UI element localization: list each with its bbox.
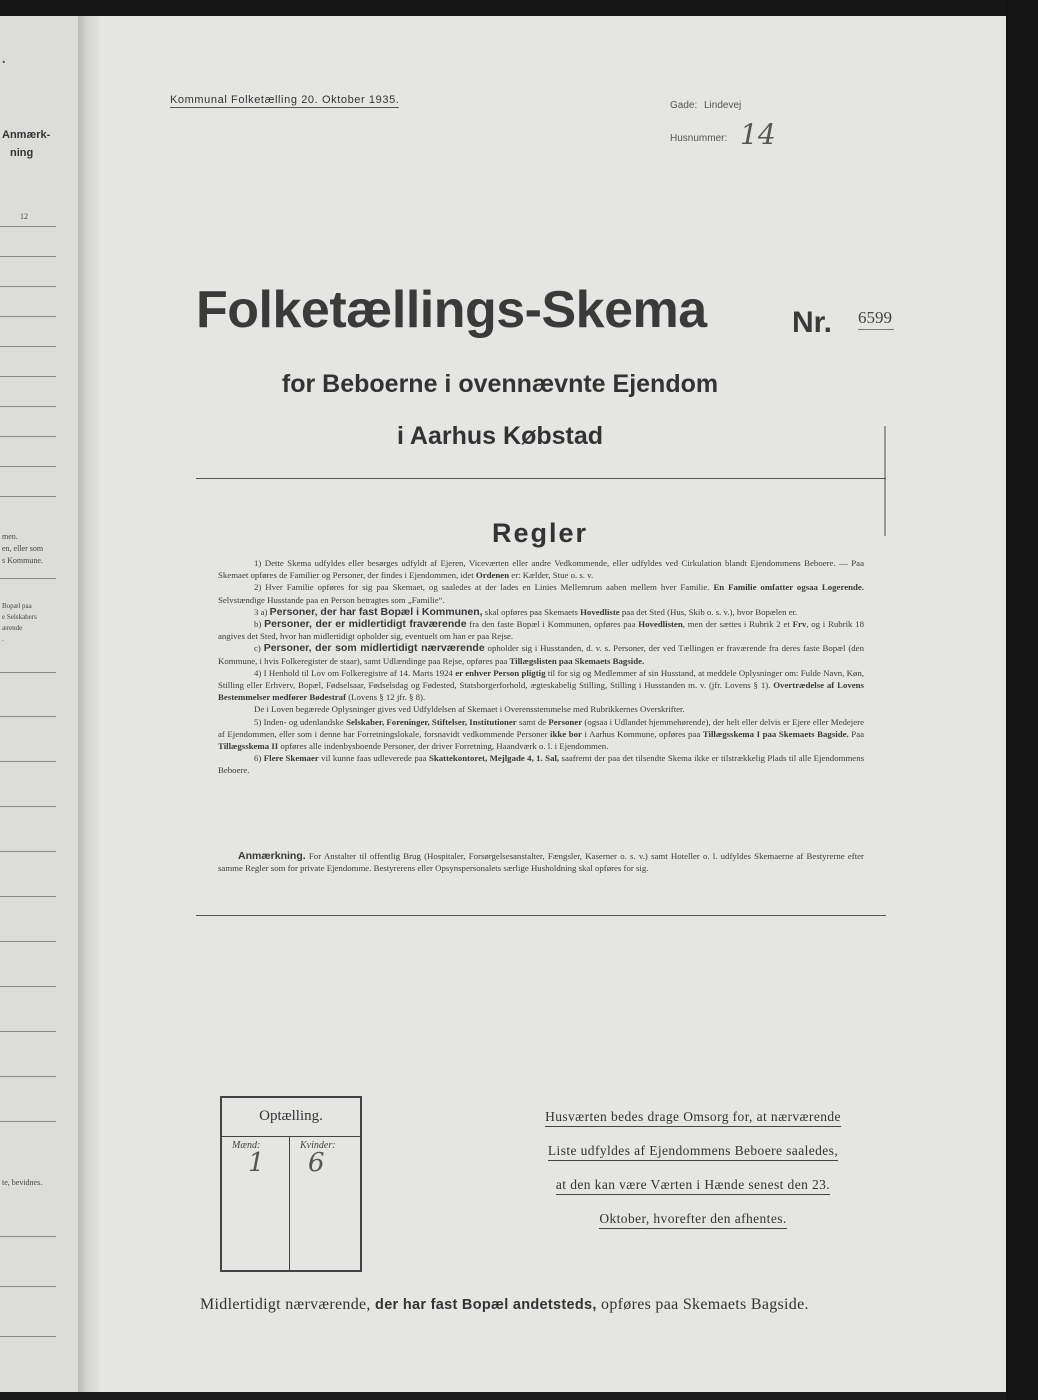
left-page-rule bbox=[0, 1236, 56, 1237]
left-page-rule bbox=[0, 806, 56, 807]
left-page-fragment-text: en, eller som bbox=[2, 544, 44, 553]
left-page-rule bbox=[0, 376, 56, 377]
divider-rule bbox=[196, 478, 886, 479]
left-page-rule bbox=[0, 986, 56, 987]
book-gutter bbox=[78, 16, 100, 1392]
left-page-fragment-text: e Selskabers bbox=[2, 613, 37, 621]
rule-3a: 3 a) Personer, der har fast Bopæl i Kommunen, skal opføres paa Skemaets Hovedliste paa det Sted (Hus, Skib o. s. v.), hvor Bopælen er. bbox=[254, 605, 798, 618]
left-page-fragment-text: men. bbox=[2, 532, 18, 541]
left-page-heading-1: Anmærk- bbox=[2, 129, 51, 141]
street-label: Gade: bbox=[670, 100, 698, 111]
notice-line: Liste udfyldes af Ejendommens Beboere saaledes, bbox=[548, 1143, 838, 1161]
left-page-rule bbox=[0, 1031, 56, 1032]
street-value: Lindevej bbox=[704, 100, 742, 111]
rule-5: 5) Inden- og udenlandske Selskaber, Foreninger, Stiftelser, Institutioner samt de Personer (ogsaa i Udlandet hjemmehørende), der helt eller delvis er Ejere eller Medejere af Ejendommen, eller som i denne har Forretningslokale, forsnavidt vedkommende Personer ikke bor i Aarhus Kommune, opføres paa Tillægsskema I paa Skemaets Bagside. Paa Tillægsskema II opføres alle indenbysboende Personer, der driver Forretning, Haandværk o. l. i Ejendommen. bbox=[218, 716, 865, 752]
house-number-value: 14 bbox=[740, 118, 776, 151]
scan-border-top bbox=[0, 0, 1038, 16]
left-page-heading-2: ning bbox=[10, 147, 34, 159]
remark-text bbox=[218, 850, 864, 874]
house-number-label: Husnummer: bbox=[670, 133, 728, 144]
rule-4: 4) I Henhold til Lov om Folkeregistre af 14. Marts 1924 er enhver Person pligtig til for sig og Medlemmer af sin Husstand, at meddele Oplysninger om: Fulde Navn, Køn, Stilling eller Erhverv, Bopæl, Fødselsaar, Fødselsdag og Fødested, Statsborgerforhold, ægteskabelig Stilling, Stilling i Husstanden m. v. (jfr. Lovens § 1). Overtrædelse af Lovens Bestemmelser medfører Bødestraf (Lovens § 12 jfr. § 8). bbox=[218, 667, 864, 703]
left-page-column-number: 12 bbox=[20, 212, 28, 221]
left-page-rule bbox=[0, 316, 56, 317]
census-form-page bbox=[100, 16, 1006, 1392]
women-count: 6 bbox=[308, 1148, 325, 1178]
left-page-rule bbox=[0, 466, 56, 467]
form-number-label: Nr. bbox=[792, 306, 833, 339]
count-divider bbox=[289, 1136, 290, 1270]
footer-note: Midlertidigt nærværende, der har fast Bopæl andetsteds, opføres paa Skemaets Bagside. bbox=[200, 1296, 809, 1313]
remark-body: For Anstalter til offentlig Brug (Hospitaler, Forsørgelsesanstalter, Fængsler, Kaserner o. s. v.) samt Hoteller o. l. udfyldes Skemaerne af Bestyrerne efter samme Regler som for private Ejendomme. Bestyrerens eller Opsynspersonalets særlige Husholdning skal opføres for sig. bbox=[218, 851, 864, 874]
women-label: Kvinder: bbox=[300, 1140, 336, 1151]
rules-text bbox=[218, 557, 864, 777]
count-divider bbox=[222, 1136, 360, 1137]
rules-heading: Regler bbox=[491, 518, 589, 548]
rule-2: 2) Hver Familie opføres for sig paa Skemaet, og saaledes at der lades en Linies Mellemrum aaben mellem hver Familie. En Familie omfatter ogsaa Logerende. Selvstændige Husstande paa en Person betragtes som „Familie“. bbox=[218, 582, 864, 605]
rule-3c: c) Personer, der som midlertidigt nærværende opholder sig i Husstanden, d. v. s. Personer, der ved Tællingen er fraværende fra deres faste Bopæl (den Kommune, i hvis Folkeregister de staar), samt Udlændinge paa Rejse, opføres paa Tillægslisten paa Skemaets Bagside. bbox=[218, 642, 864, 666]
left-page-rule bbox=[0, 896, 56, 897]
left-page-rule bbox=[0, 256, 56, 257]
notice-line: at den kan være Værten i Hænde senest den 23. bbox=[556, 1177, 830, 1195]
rule-3b: b) Personer, der er midlertidigt fraværende fra den faste Bopæl i Kommunen, opføres paa Hovedlisten, men der sættes i Rubrik 2 et Frv, og i Rubrik 18 angives det Sted, hvor han midlertidigt opholder sig, eventuelt om han er paa Rejse. bbox=[218, 618, 865, 642]
count-box bbox=[220, 1096, 362, 1272]
left-page-fragment-text: s Kommune. bbox=[2, 556, 43, 565]
men-count: 1 bbox=[248, 1148, 265, 1178]
count-title: Optælling. bbox=[259, 1108, 323, 1124]
rule-4-note: De i Loven begærede Oplysninger gives ved Udfyldelsen af Skemaet i Overensstemmelse med Rubrikkernes Overskrifter. bbox=[254, 704, 685, 715]
left-page-rule bbox=[0, 1336, 56, 1337]
left-page-fragment-text: . bbox=[2, 635, 4, 643]
census-date-line: Kommunal Folketælling 20. Oktober 1935. bbox=[170, 94, 400, 106]
left-page-rule bbox=[0, 672, 56, 673]
rule-6: 6) Flere Skemaer vil kunne faas udleverede paa Skattekontoret, Mejlgade 4, 1. Sal, saafremt der paa det tilsendte Skema ikke er tilstrækkelig Plads til alle Ejendommens Beboere. bbox=[218, 753, 865, 776]
left-page-rule bbox=[0, 578, 56, 579]
left-page-rule bbox=[0, 346, 56, 347]
form-municipality: i Aarhus Købstad bbox=[396, 422, 604, 450]
left-page-fragment-text: te, bevidnes. bbox=[2, 1178, 43, 1187]
left-page-rule bbox=[0, 851, 56, 852]
left-page-rule bbox=[0, 496, 56, 497]
notice-line: Oktober, hvorefter den afhentes. bbox=[599, 1211, 786, 1229]
left-page-rule bbox=[0, 406, 56, 407]
left-page-rule bbox=[0, 716, 56, 717]
form-subtitle: for Beboerne i ovennævnte Ejendom bbox=[281, 370, 719, 398]
left-page-fragment-text: Bopæl paa bbox=[2, 602, 32, 610]
men-label: Mænd: bbox=[232, 1140, 261, 1151]
left-page-fragment-text: ærende bbox=[2, 624, 23, 632]
divider-rule bbox=[196, 915, 886, 916]
remark-lead: Anmærkning. bbox=[238, 850, 306, 862]
left-page-rule bbox=[0, 1121, 56, 1122]
left-page-rule bbox=[0, 226, 56, 227]
left-page-rule bbox=[0, 1286, 56, 1287]
left-page-rule bbox=[0, 941, 56, 942]
notice-line: Husværten bedes drage Omsorg for, at nærværende bbox=[545, 1109, 841, 1127]
scan-border-right bbox=[1006, 0, 1038, 1400]
left-page-rule bbox=[0, 436, 56, 437]
left-page-rule bbox=[0, 286, 56, 287]
left-page-rule bbox=[0, 761, 56, 762]
form-number-value: 6599 bbox=[858, 308, 894, 330]
landlord-notice bbox=[518, 1106, 868, 1242]
form-title: Folketællings-Skema bbox=[196, 281, 707, 339]
left-page-mark: . bbox=[2, 52, 6, 67]
left-page-rule bbox=[0, 1076, 56, 1077]
left-page-fragment bbox=[0, 16, 82, 1392]
rule-1: 1) Dette Skema udfyldes eller besørges udfyldt af Ejeren, Viceværten eller andre Vedkommende, eller udfyldes ved Cirkulation blandt Ejendommens Beboere. — Paa Skemaet opføres de Familier og Personer, der findes i Ejendommen, idet Ordenen er: Kælder, Stue o. s. v. bbox=[218, 558, 864, 581]
